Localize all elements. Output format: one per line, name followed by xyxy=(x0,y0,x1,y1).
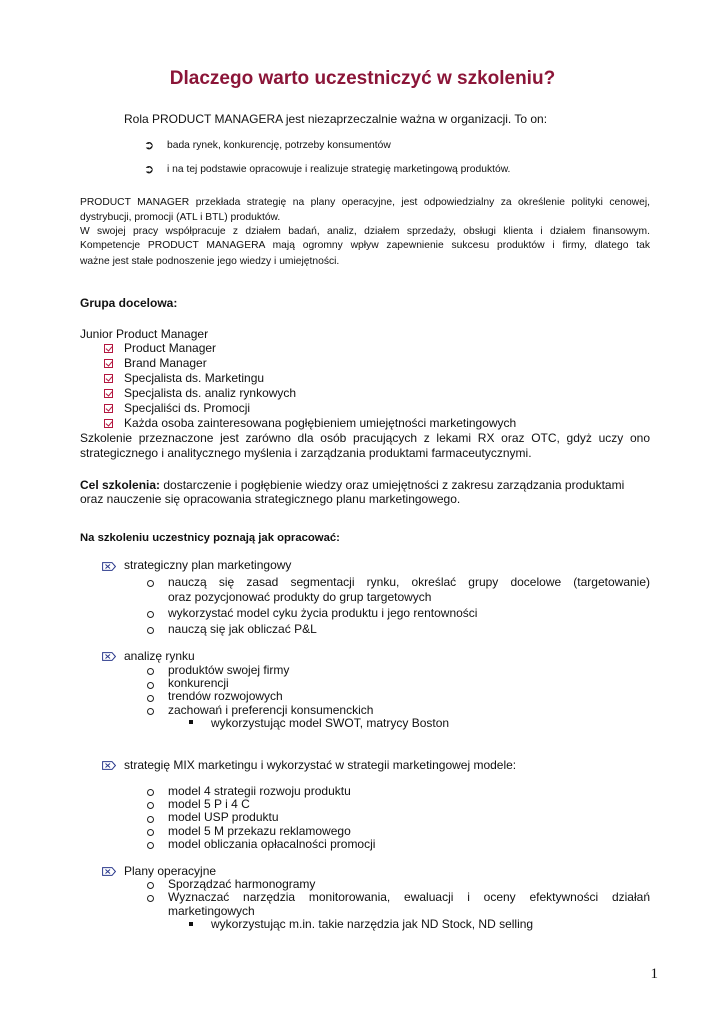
target-item: Specjalista ds. Marketingu xyxy=(124,371,265,385)
square-bullet-icon xyxy=(189,720,193,724)
page-number: 1 xyxy=(650,966,658,982)
circle-bullet-icon xyxy=(147,708,154,715)
circle-bullet-icon xyxy=(147,842,154,849)
target-item: Specjalista ds. analiz rynkowych xyxy=(124,386,297,400)
section-item: model obliczania opłacalności promocji xyxy=(168,837,376,851)
section-item: wykorzystać model cyku życia produktu i jego rentowności xyxy=(168,606,478,620)
target-item: Każda osoba zainteresowana pogłębieniem umiejętności marketingowych xyxy=(124,416,517,430)
intro-line: Rola PRODUCT MANAGERA jest niezaprzeczalnie ważna w organizacji. To on: xyxy=(124,112,548,126)
checkbox-icon xyxy=(104,419,113,428)
pointer-box-icon xyxy=(102,652,116,661)
circle-bullet-icon xyxy=(147,789,154,796)
circle-bullet-icon xyxy=(147,895,154,902)
section-item: produktów swojej firmy xyxy=(168,663,290,677)
circle-bullet-icon xyxy=(147,802,154,809)
section-item: model 5 P i 4 C xyxy=(168,797,250,811)
paragraph-line: ważne jest stałe podnoszenie jego wiedzy i umiejętności. xyxy=(80,256,340,267)
square-bullet-icon xyxy=(189,922,193,926)
checkbox-icon xyxy=(104,344,113,353)
section-title: strategiczny plan marketingowy xyxy=(124,558,292,572)
circle-bullet-icon xyxy=(147,668,154,675)
section-item: nauczą się jak obliczać P&L xyxy=(168,622,317,636)
circle-bullet-icon xyxy=(147,695,154,702)
section-title: analizę rynku xyxy=(124,649,195,663)
section-item: nauczą się zasad segmentacji rynku, określać grupy docelowe (targetowanie) xyxy=(168,575,650,589)
section-subitem: wykorzystując model SWOT, matrycy Boston xyxy=(211,716,450,730)
goal-line xyxy=(80,478,624,492)
section-item: konkurencji xyxy=(168,676,229,690)
target-heading: Grupa docelowa: xyxy=(80,296,178,310)
section-item: model 5 M przekazu reklamowego xyxy=(168,824,351,838)
goal-text-line: oraz nauczenie się opracowania strategicznego planu marketingowego. xyxy=(80,492,461,506)
goal-text: dostarczenie i pogłębienie wiedzy oraz umiejętności z zakresu zarządzania produktami xyxy=(160,478,625,492)
section-item: Wyznaczać narzędzia monitorowania, ewaluacji i oceny efektywności działań xyxy=(168,890,650,904)
section-subitem: wykorzystując m.in. takie narzędzia jak ND Stock, ND selling xyxy=(211,917,534,931)
circle-bullet-icon xyxy=(147,682,154,689)
section-item: oraz pozycjonować produkty do grup targetowych xyxy=(168,590,432,604)
checkbox-icon xyxy=(104,404,113,413)
paragraph-line: dystrybucji, promocji (ATL i BTL) produktów. xyxy=(80,212,281,223)
learn-heading: Na szkoleniu uczestnicy poznają jak opracować: xyxy=(80,532,340,544)
intro-bullet: bada rynek, konkurencję, potrzeby konsumentów xyxy=(167,140,391,151)
checkbox-icon xyxy=(104,374,113,383)
page-title: Dlaczego warto uczestniczyć w szkoleniu? xyxy=(169,68,556,89)
intro-bullet: i na tej podstawie opracowuje i realizuje strategię marketingową produktów. xyxy=(167,164,511,175)
pointer-box-icon xyxy=(102,562,116,571)
circle-bullet-icon xyxy=(147,580,154,587)
target-first: Junior Product Manager xyxy=(80,327,209,341)
circle-bullet-icon xyxy=(147,816,154,823)
section-item: zachowań i preferencji konsumenckich xyxy=(168,703,374,717)
target-note-line: Szkolenie przeznaczone jest zarówno dla osób pracujących z lekami RX oraz OTC, gdyż uczy ono xyxy=(80,431,650,445)
target-note-line: strategicznego i analitycznego myślenia i zarządzania produktami farmaceutycznymi. xyxy=(80,446,532,460)
section-item: model USP produktu xyxy=(168,810,279,824)
section-title: Plany operacyjne xyxy=(124,864,217,878)
section-item: model 4 strategii rozwoju produktu xyxy=(168,784,351,798)
pointer-box-icon xyxy=(102,761,116,770)
section-item: trendów rozwojowych xyxy=(168,689,283,703)
arrow-bullet-icon: ➲ xyxy=(144,138,155,152)
circle-bullet-icon xyxy=(147,829,154,836)
target-item: Product Manager xyxy=(124,341,217,355)
paragraph-line: W swojej pracy współpracuje z działem badań, analiz, działem sprzedaży, obsługi klienta i działem finansowym. xyxy=(80,226,650,237)
goal-label: Cel szkolenia: xyxy=(80,478,161,492)
section-item: marketingowych xyxy=(168,904,255,918)
checkbox-icon xyxy=(104,359,113,368)
arrow-bullet-icon: ➲ xyxy=(144,162,155,176)
section-item: Sporządzać harmonogramy xyxy=(168,877,316,891)
pointer-box-icon xyxy=(102,867,116,876)
target-item: Specjaliści ds. Promocji xyxy=(124,401,251,415)
section-title: strategię MIX marketingu i wykorzystać w strategii marketingowej modele: xyxy=(124,758,517,772)
circle-bullet-icon xyxy=(147,627,154,634)
circle-bullet-icon xyxy=(147,611,154,618)
target-item: Brand Manager xyxy=(124,356,207,370)
checkbox-icon xyxy=(104,389,113,398)
paragraph-line: Kompetencje PRODUCT MANAGERA mają ogromny wpływ zapewnienie sukcesu produktów i firmy, dlatego tak xyxy=(80,240,650,251)
paragraph-line: PRODUCT MANAGER przekłada strategię na plany operacyjne, jest odpowiedzialny za określenie polityki cenowej, xyxy=(80,197,650,208)
circle-bullet-icon xyxy=(147,882,154,889)
